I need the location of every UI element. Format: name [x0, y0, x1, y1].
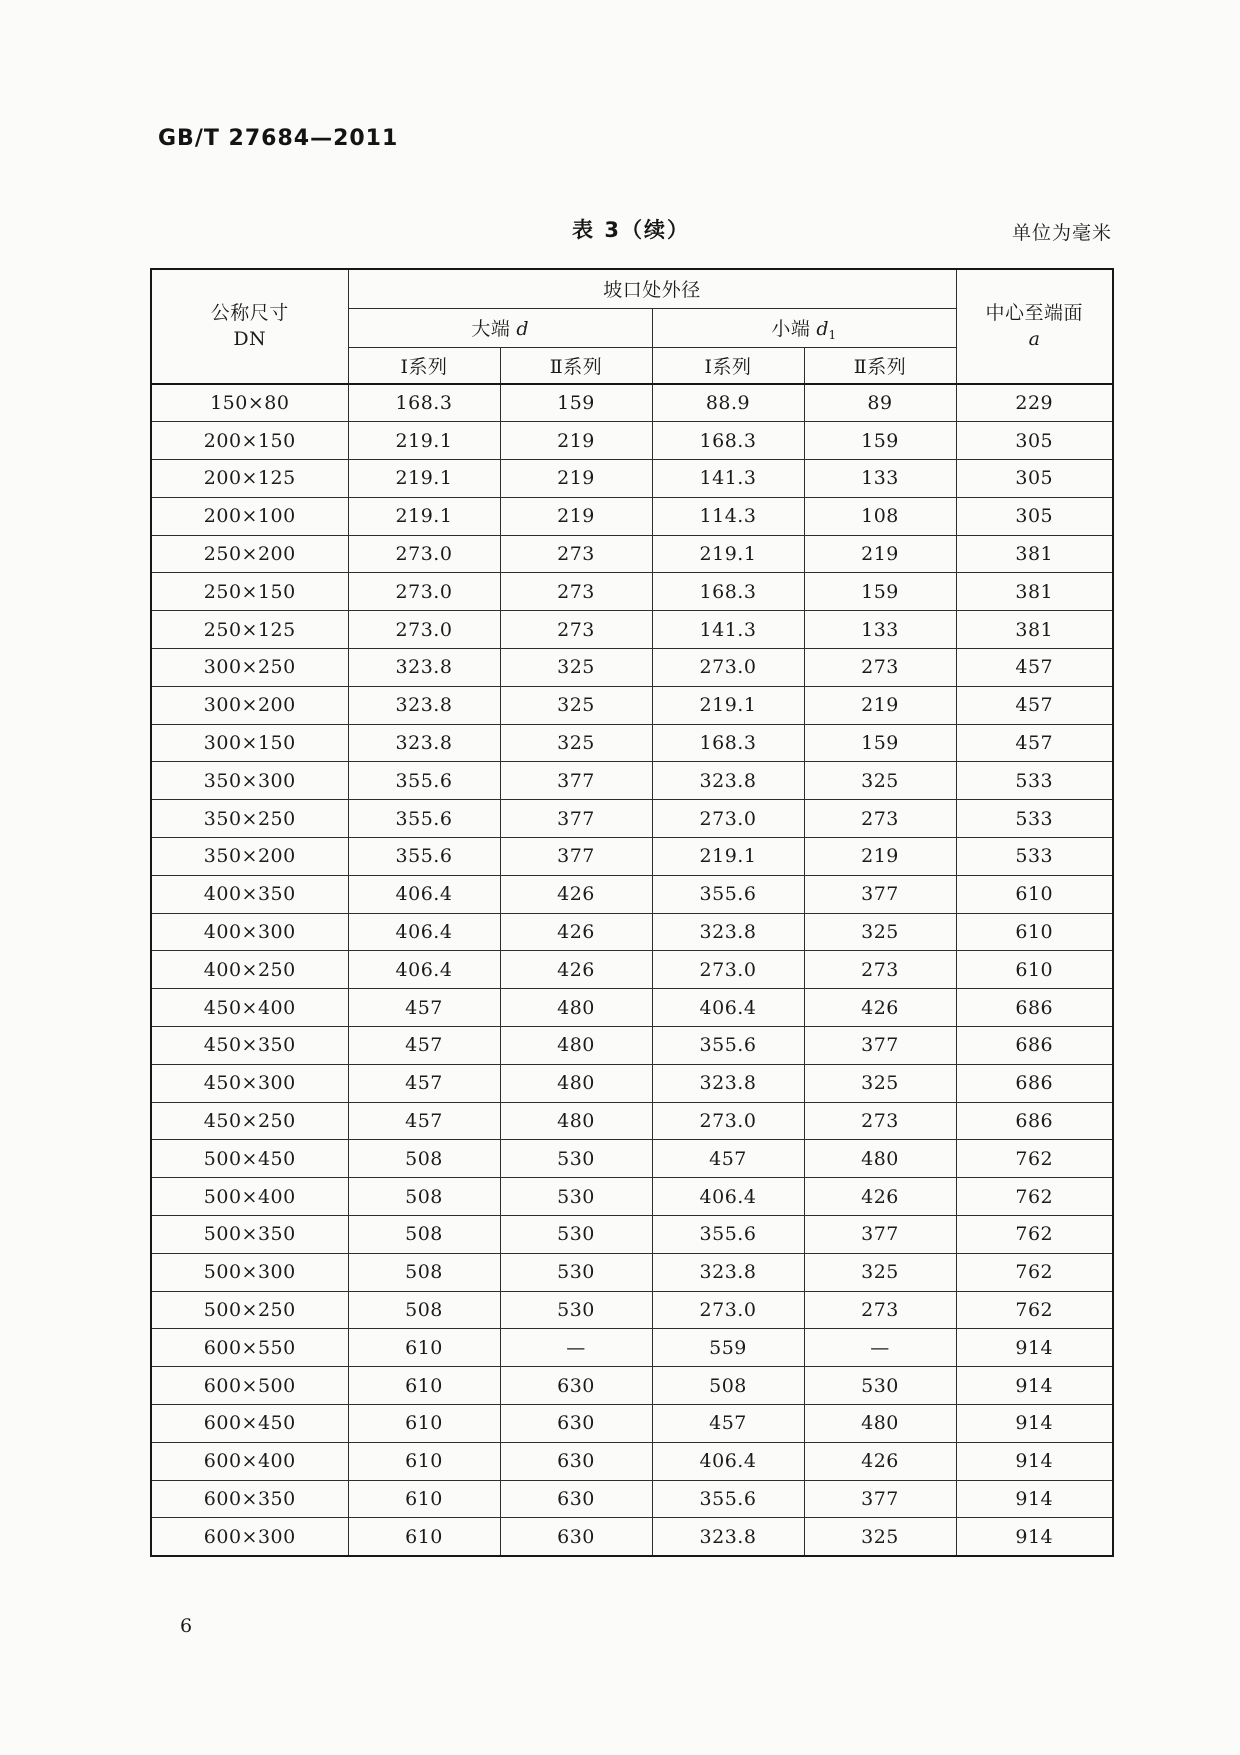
cell-diameter-value: 610: [348, 1518, 500, 1556]
cell-diameter-value: 323.8: [348, 724, 500, 762]
table-row: [151, 422, 1113, 460]
cell-center-to-end: 762: [956, 1140, 1113, 1178]
cell-nominal-size: 300×150: [151, 724, 348, 762]
cell-nominal-size: 250×150: [151, 573, 348, 611]
cell-diameter-value: 630: [500, 1442, 652, 1480]
dimension-table: [150, 268, 1114, 1557]
cell-diameter-value: 219.1: [348, 422, 500, 460]
cell-center-to-end: 686: [956, 1064, 1113, 1102]
table-row: [151, 535, 1113, 573]
header-series1-small: Ⅰ系列: [652, 347, 804, 384]
table-row: [151, 1102, 1113, 1140]
cell-diameter-value: 141.3: [652, 460, 804, 498]
table-row: [151, 951, 1113, 989]
cell-diameter-value: 219.1: [348, 497, 500, 535]
header-small-end-symbol: d: [816, 317, 829, 340]
cell-diameter-value: 323.8: [652, 1064, 804, 1102]
table-row: [151, 989, 1113, 1027]
cell-diameter-value: 273: [804, 1291, 956, 1329]
cell-diameter-value: 426: [804, 1442, 956, 1480]
cell-diameter-value: 273: [500, 573, 652, 611]
cell-nominal-size: 350×250: [151, 800, 348, 838]
table-row: [151, 1518, 1113, 1556]
cell-diameter-value: 323.8: [652, 762, 804, 800]
cell-diameter-value: 355.6: [348, 800, 500, 838]
table-row: [151, 1405, 1113, 1443]
cell-diameter-value: 480: [500, 1027, 652, 1065]
cell-nominal-size: 600×550: [151, 1329, 348, 1367]
cell-diameter-value: 273.0: [652, 1291, 804, 1329]
cell-diameter-value: 273.0: [652, 649, 804, 687]
header-small-end: [652, 308, 956, 347]
cell-diameter-value: 530: [500, 1178, 652, 1216]
cell-diameter-value: 406.4: [348, 913, 500, 951]
cell-diameter-value: 219.1: [652, 535, 804, 573]
cell-diameter-value: 355.6: [348, 762, 500, 800]
header-row-1: [151, 269, 1113, 308]
cell-center-to-end: 686: [956, 1027, 1113, 1065]
cell-diameter-value: 426: [804, 1178, 956, 1216]
cell-nominal-size: 600×350: [151, 1480, 348, 1518]
cell-nominal-size: 300×250: [151, 649, 348, 687]
cell-diameter-value: 219: [804, 686, 956, 724]
cell-diameter-value: 426: [500, 875, 652, 913]
cell-diameter-value: —: [500, 1329, 652, 1367]
cell-center-to-end: 762: [956, 1178, 1113, 1216]
table-row: [151, 1178, 1113, 1216]
cell-center-to-end: 762: [956, 1253, 1113, 1291]
cell-nominal-size: 250×125: [151, 611, 348, 649]
cell-diameter-value: 159: [500, 384, 652, 422]
table-row: [151, 1442, 1113, 1480]
cell-diameter-value: 168.3: [652, 422, 804, 460]
cell-diameter-value: 168.3: [652, 573, 804, 611]
cell-center-to-end: 686: [956, 989, 1113, 1027]
cell-diameter-value: 377: [804, 1216, 956, 1254]
cell-nominal-size: 300×200: [151, 686, 348, 724]
cell-diameter-value: 530: [500, 1291, 652, 1329]
cell-diameter-value: 406.4: [652, 989, 804, 1027]
table-row: [151, 573, 1113, 611]
cell-diameter-value: 426: [500, 951, 652, 989]
table-row: [151, 611, 1113, 649]
table-row: [151, 800, 1113, 838]
cell-nominal-size: 500×300: [151, 1253, 348, 1291]
cell-center-to-end: 914: [956, 1442, 1113, 1480]
cell-diameter-value: 355.6: [652, 1027, 804, 1065]
cell-nominal-size: 600×500: [151, 1367, 348, 1405]
cell-diameter-value: 480: [500, 989, 652, 1027]
cell-nominal-size: 400×300: [151, 913, 348, 951]
cell-diameter-value: 377: [804, 1480, 956, 1518]
cell-diameter-value: 610: [348, 1480, 500, 1518]
header-nominal-size-label: 公称尺寸: [210, 301, 289, 324]
cell-diameter-value: 325: [500, 724, 652, 762]
cell-diameter-value: 508: [348, 1140, 500, 1178]
cell-diameter-value: 323.8: [348, 649, 500, 687]
cell-diameter-value: 355.6: [652, 1480, 804, 1518]
table-row: [151, 497, 1113, 535]
table-row: [151, 686, 1113, 724]
table-row: [151, 724, 1113, 762]
table-row: [151, 1140, 1113, 1178]
cell-diameter-value: 406.4: [652, 1442, 804, 1480]
table-row: [151, 1253, 1113, 1291]
document-number: GB/T 27684—2011: [158, 126, 399, 151]
cell-center-to-end: 610: [956, 951, 1113, 989]
table-row: [151, 762, 1113, 800]
table-row: [151, 460, 1113, 498]
cell-diameter-value: 457: [348, 1027, 500, 1065]
header-nominal-size: [151, 269, 348, 384]
table-row: [151, 1216, 1113, 1254]
cell-center-to-end: 533: [956, 838, 1113, 876]
table-row: [151, 1291, 1113, 1329]
page-number: 6: [180, 1615, 193, 1637]
cell-diameter-value: 273.0: [348, 535, 500, 573]
cell-diameter-value: 325: [500, 686, 652, 724]
header-big-end-symbol: d: [516, 318, 529, 340]
cell-diameter-value: 168.3: [652, 724, 804, 762]
cell-diameter-value: 457: [348, 1102, 500, 1140]
cell-diameter-value: 508: [348, 1291, 500, 1329]
cell-diameter-value: 355.6: [652, 875, 804, 913]
cell-nominal-size: 500×350: [151, 1216, 348, 1254]
cell-diameter-value: 273.0: [652, 951, 804, 989]
cell-diameter-value: 530: [804, 1367, 956, 1405]
cell-diameter-value: 355.6: [652, 1216, 804, 1254]
cell-diameter-value: 480: [500, 1064, 652, 1102]
cell-diameter-value: 323.8: [652, 1253, 804, 1291]
cell-diameter-value: 355.6: [348, 838, 500, 876]
cell-diameter-value: 508: [348, 1178, 500, 1216]
cell-diameter-value: 273: [804, 1102, 956, 1140]
cell-center-to-end: 381: [956, 611, 1113, 649]
cell-diameter-value: 530: [500, 1253, 652, 1291]
cell-diameter-value: 457: [652, 1405, 804, 1443]
cell-diameter-value: 508: [348, 1253, 500, 1291]
cell-center-to-end: 914: [956, 1405, 1113, 1443]
cell-diameter-value: 610: [348, 1367, 500, 1405]
cell-diameter-value: 325: [804, 913, 956, 951]
cell-nominal-size: 250×200: [151, 535, 348, 573]
cell-center-to-end: 381: [956, 535, 1113, 573]
cell-nominal-size: 200×150: [151, 422, 348, 460]
cell-nominal-size: 600×300: [151, 1518, 348, 1556]
cell-diameter-value: 630: [500, 1518, 652, 1556]
table-row: [151, 384, 1113, 422]
cell-diameter-value: 377: [804, 1027, 956, 1065]
cell-center-to-end: 457: [956, 724, 1113, 762]
cell-nominal-size: 150×80: [151, 384, 348, 422]
cell-diameter-value: 133: [804, 460, 956, 498]
cell-nominal-size: 600×400: [151, 1442, 348, 1480]
cell-nominal-size: 500×400: [151, 1178, 348, 1216]
cell-center-to-end: 533: [956, 800, 1113, 838]
cell-diameter-value: 406.4: [348, 951, 500, 989]
cell-diameter-value: 219: [500, 422, 652, 460]
cell-diameter-value: 273: [804, 800, 956, 838]
cell-diameter-value: 559: [652, 1329, 804, 1367]
cell-center-to-end: 381: [956, 573, 1113, 611]
cell-diameter-value: 273.0: [652, 800, 804, 838]
header-outer-diameter-group: [348, 269, 956, 308]
cell-nominal-size: 600×450: [151, 1405, 348, 1443]
cell-diameter-value: 610: [348, 1442, 500, 1480]
table-row: [151, 1329, 1113, 1367]
cell-diameter-value: 377: [804, 875, 956, 913]
cell-diameter-value: 219: [500, 460, 652, 498]
cell-diameter-value: 457: [348, 989, 500, 1027]
cell-diameter-value: 480: [804, 1405, 956, 1443]
cell-diameter-value: 273: [500, 611, 652, 649]
cell-diameter-value: 530: [500, 1216, 652, 1254]
cell-diameter-value: 457: [348, 1064, 500, 1102]
cell-diameter-value: 273.0: [348, 611, 500, 649]
cell-center-to-end: 305: [956, 460, 1113, 498]
cell-diameter-value: 219: [500, 497, 652, 535]
cell-diameter-value: 114.3: [652, 497, 804, 535]
cell-nominal-size: 500×250: [151, 1291, 348, 1329]
cell-nominal-size: 200×100: [151, 497, 348, 535]
table-row: [151, 649, 1113, 687]
cell-diameter-value: 219.1: [652, 838, 804, 876]
cell-nominal-size: 400×350: [151, 875, 348, 913]
cell-center-to-end: 762: [956, 1291, 1113, 1329]
table-row: [151, 913, 1113, 951]
cell-diameter-value: 530: [500, 1140, 652, 1178]
cell-center-to-end: 457: [956, 649, 1113, 687]
cell-diameter-value: 480: [500, 1102, 652, 1140]
cell-diameter-value: 325: [804, 1518, 956, 1556]
cell-center-to-end: 914: [956, 1367, 1113, 1405]
cell-center-to-end: 305: [956, 422, 1113, 460]
unit-note: 单位为毫米: [1011, 222, 1112, 244]
cell-nominal-size: 450×400: [151, 989, 348, 1027]
header-small-end-label: 小端: [771, 317, 811, 340]
cell-diameter-value: 426: [804, 989, 956, 1027]
cell-nominal-size: 500×450: [151, 1140, 348, 1178]
cell-diameter-value: 630: [500, 1367, 652, 1405]
header-big-end-label: 大端: [471, 318, 511, 340]
cell-diameter-value: 377: [500, 800, 652, 838]
cell-center-to-end: 305: [956, 497, 1113, 535]
cell-diameter-value: 325: [804, 1064, 956, 1102]
cell-diameter-value: 89: [804, 384, 956, 422]
cell-diameter-value: 141.3: [652, 611, 804, 649]
cell-diameter-value: 406.4: [652, 1178, 804, 1216]
cell-diameter-value: 377: [500, 762, 652, 800]
cell-diameter-value: 219: [804, 838, 956, 876]
cell-diameter-value: 159: [804, 573, 956, 611]
cell-diameter-value: 273.0: [652, 1102, 804, 1140]
cell-center-to-end: 686: [956, 1102, 1113, 1140]
table-row: [151, 875, 1113, 913]
cell-diameter-value: 273.0: [348, 573, 500, 611]
table-body: [151, 384, 1113, 1556]
cell-diameter-value: 273: [804, 951, 956, 989]
cell-diameter-value: 377: [500, 838, 652, 876]
cell-diameter-value: 630: [500, 1405, 652, 1443]
header-series1-big: Ⅰ系列: [348, 347, 500, 384]
cell-center-to-end: 914: [956, 1518, 1113, 1556]
header-outer-diameter-label: 坡口处外径: [603, 279, 701, 302]
cell-diameter-value: 325: [804, 1253, 956, 1291]
table-row: [151, 1367, 1113, 1405]
cell-center-to-end: 229: [956, 384, 1113, 422]
cell-diameter-value: 273: [500, 535, 652, 573]
cell-nominal-size: 450×250: [151, 1102, 348, 1140]
cell-diameter-value: 630: [500, 1480, 652, 1518]
header-big-end: [348, 308, 652, 347]
cell-diameter-value: 323.8: [348, 686, 500, 724]
table-row: [151, 1027, 1113, 1065]
cell-diameter-value: 159: [804, 422, 956, 460]
cell-nominal-size: 450×350: [151, 1027, 348, 1065]
cell-nominal-size: 400×250: [151, 951, 348, 989]
table-title: 表 3（续）: [572, 218, 690, 242]
header-small-end-subscript: 1: [828, 327, 837, 342]
table-row: [151, 838, 1113, 876]
cell-diameter-value: 108: [804, 497, 956, 535]
cell-diameter-value: 325: [804, 762, 956, 800]
cell-center-to-end: 914: [956, 1329, 1113, 1367]
cell-diameter-value: 273: [804, 649, 956, 687]
cell-diameter-value: 323.8: [652, 913, 804, 951]
cell-diameter-value: 168.3: [348, 384, 500, 422]
header-series2-big: Ⅱ系列: [500, 347, 652, 384]
header-center-to-end-label: 中心至端面: [985, 301, 1084, 324]
cell-center-to-end: 610: [956, 875, 1113, 913]
cell-nominal-size: 200×125: [151, 460, 348, 498]
cell-diameter-value: 219.1: [652, 686, 804, 724]
cell-center-to-end: 533: [956, 762, 1113, 800]
header-nominal-size-symbol: DN: [233, 327, 267, 350]
cell-center-to-end: 457: [956, 686, 1113, 724]
cell-diameter-value: 219: [804, 535, 956, 573]
table-row: [151, 1064, 1113, 1102]
cell-diameter-value: 508: [652, 1367, 804, 1405]
cell-diameter-value: 406.4: [348, 875, 500, 913]
cell-diameter-value: 133: [804, 611, 956, 649]
cell-center-to-end: 762: [956, 1216, 1113, 1254]
cell-nominal-size: 350×300: [151, 762, 348, 800]
cell-diameter-value: 480: [804, 1140, 956, 1178]
cell-diameter-value: 219.1: [348, 460, 500, 498]
cell-diameter-value: 325: [500, 649, 652, 687]
cell-diameter-value: 426: [500, 913, 652, 951]
cell-diameter-value: 610: [348, 1329, 500, 1367]
cell-center-to-end: 610: [956, 913, 1113, 951]
cell-nominal-size: 350×200: [151, 838, 348, 876]
cell-center-to-end: 914: [956, 1480, 1113, 1518]
cell-diameter-value: 508: [348, 1216, 500, 1254]
header-center-to-end: [956, 269, 1113, 384]
header-center-to-end-symbol: a: [1028, 327, 1040, 350]
table-header: [151, 269, 1113, 384]
cell-diameter-value: 159: [804, 724, 956, 762]
cell-diameter-value: —: [804, 1329, 956, 1367]
cell-diameter-value: 323.8: [652, 1518, 804, 1556]
cell-diameter-value: 88.9: [652, 384, 804, 422]
header-series2-small: Ⅱ系列: [804, 347, 956, 384]
cell-diameter-value: 457: [652, 1140, 804, 1178]
cell-diameter-value: 610: [348, 1405, 500, 1443]
cell-nominal-size: 450×300: [151, 1064, 348, 1102]
table-row: [151, 1480, 1113, 1518]
